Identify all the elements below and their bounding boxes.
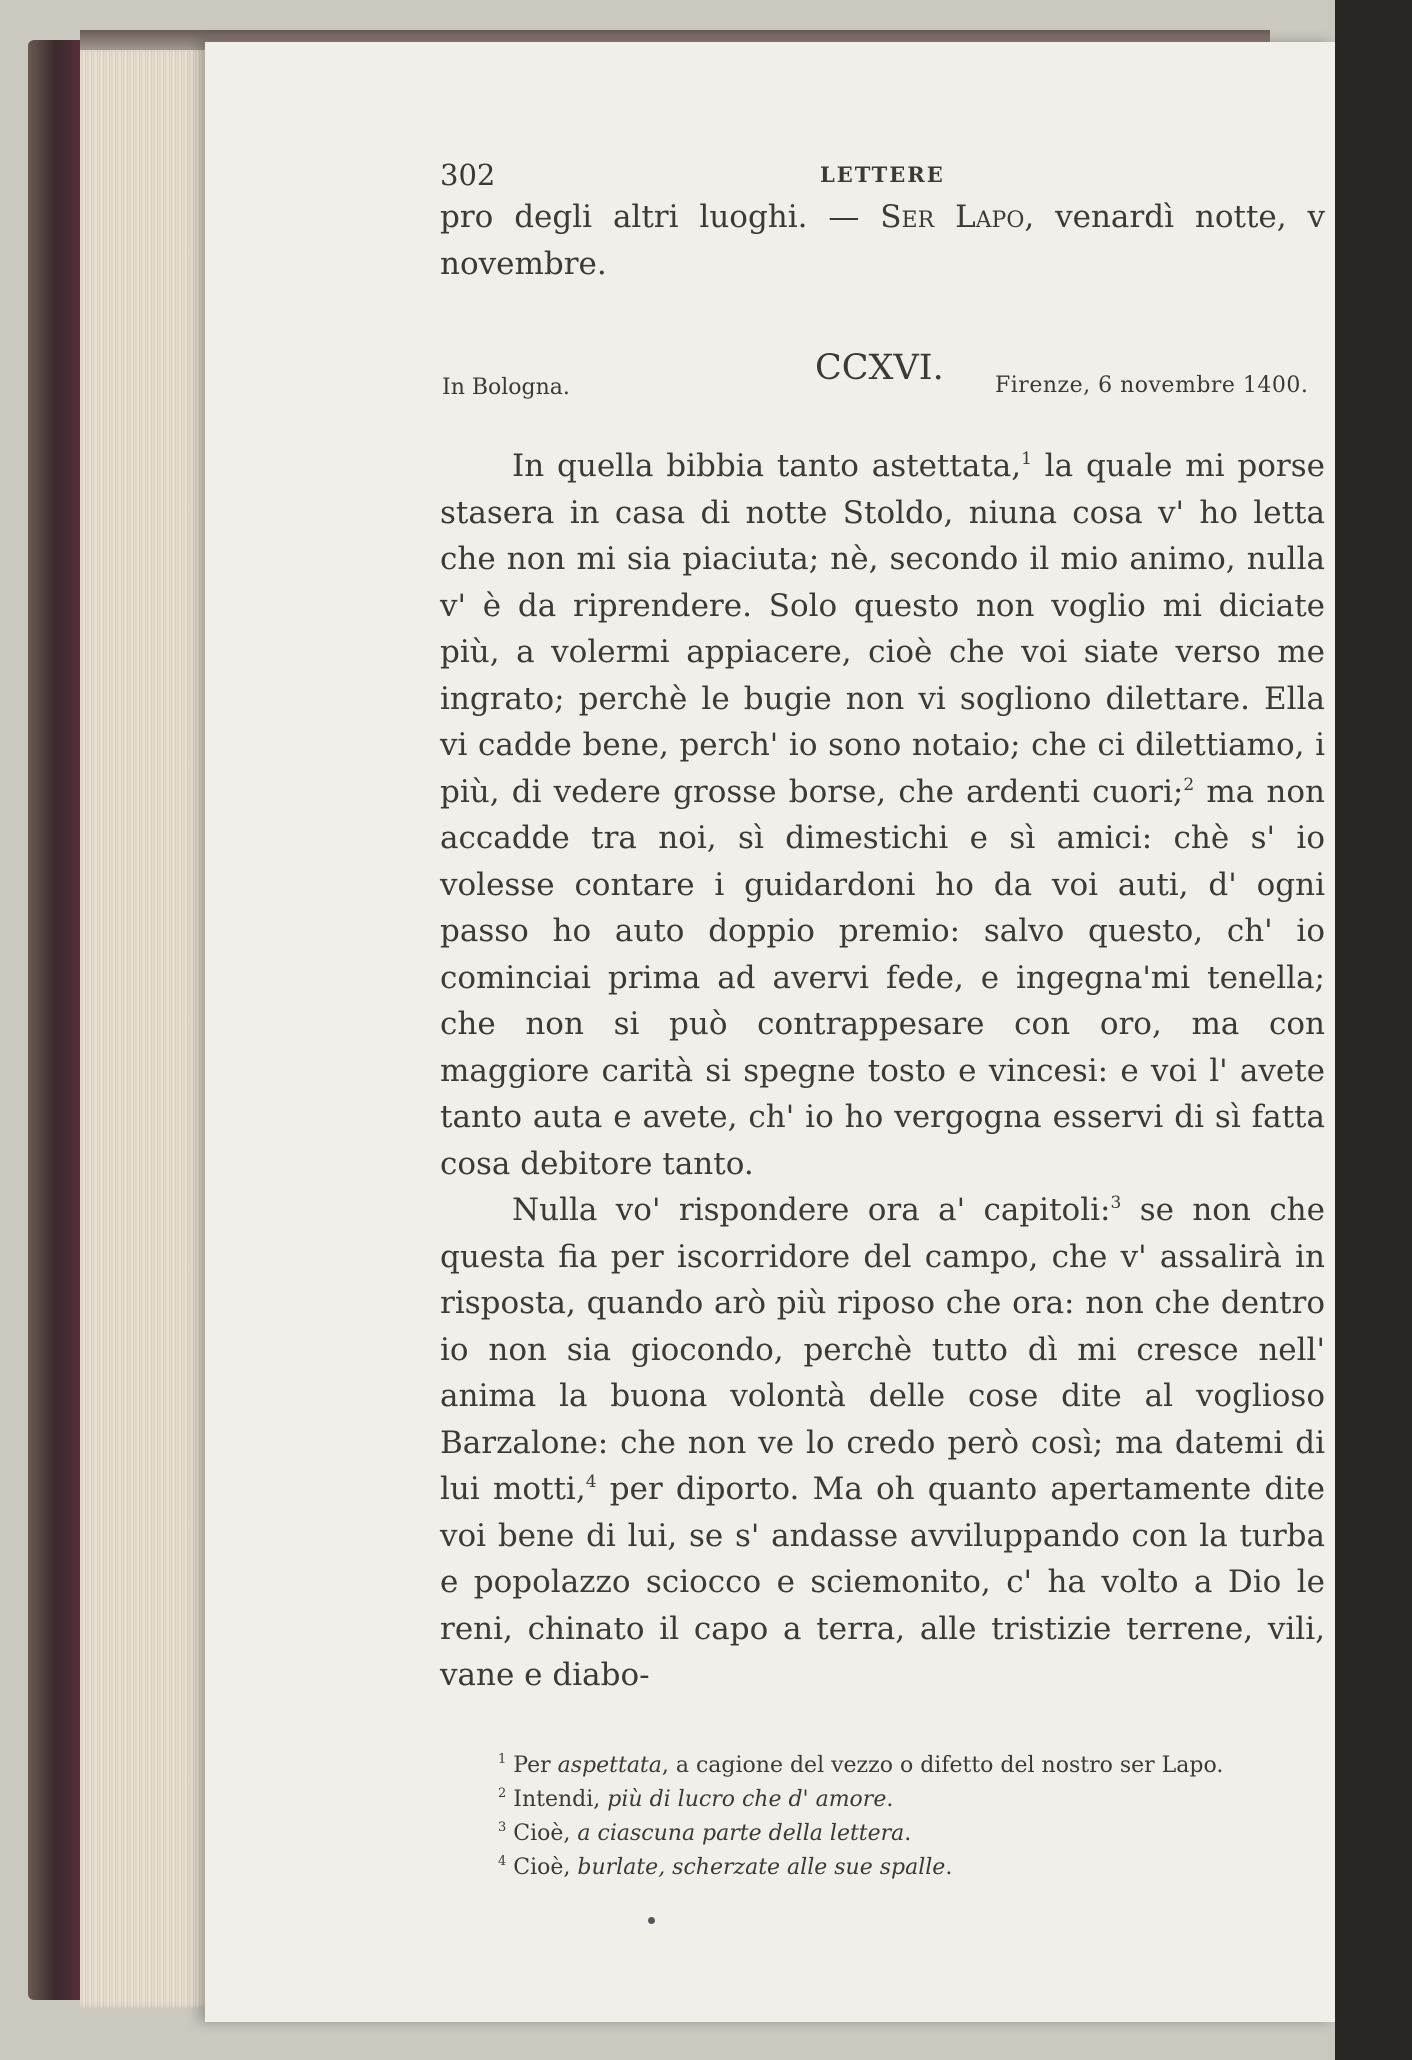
letter-date: Firenze, 6 novembre 1400. bbox=[995, 373, 1309, 398]
body-text bbox=[440, 194, 1325, 1699]
running-title: LETTERE bbox=[820, 162, 945, 187]
paragraph-2 bbox=[440, 1187, 1325, 1699]
footnote-text: . bbox=[904, 1820, 912, 1846]
background-strip bbox=[1335, 0, 1412, 2060]
footnotes bbox=[440, 1749, 1325, 1885]
footnote-text: Cioè, bbox=[513, 1820, 578, 1846]
page-content bbox=[440, 150, 1325, 1885]
previous-letter-ending bbox=[440, 194, 1325, 287]
footnote-number: 3 bbox=[498, 1819, 507, 1835]
paragraph-text: se non che questa fia per iscorridore del campo, che v' assalirà in risposta, quando arò più riposo che ora: non che dentro io non sia giocondo, perchè tutto dì mi cresce nell' anima la buona volontà delle cose dite al voglioso Barzalone: che non ve lo credo però così; ma datemi di lui motti, bbox=[440, 1192, 1325, 1507]
footnote-number: 2 bbox=[498, 1785, 507, 1801]
footnote-italic: burlate, scherzate alle sue spalle bbox=[577, 1854, 946, 1880]
footnote bbox=[498, 1851, 1325, 1885]
letter-heading bbox=[440, 345, 1325, 405]
paragraph-text: In quella bibbia tanto astettata, bbox=[512, 448, 1022, 484]
paragraph-text: la quale mi porse stasera in casa di notte Stoldo, niuna cosa v' ho letta che non mi sia piaciuta; nè, secondo il mio animo, nulla v' è da riprendere. Solo questo non voglio mi diciate più, a volermi appiacere, cioè che voi siate verso me ingrato; perchè le bugie non vi sogliono dilettare. Ella vi cadde bene, perch' io sono notaio; che ci dilettiamo, i più, di vedere grosse borse, che ardenti cuori; bbox=[440, 448, 1325, 810]
letter-number: CCXVI. bbox=[815, 348, 944, 388]
paragraph-text: ma non accadde tra noi, sì dimestichi e sì amici: chè s' io volesse contare i guidardoni ho da voi auti, d' ogni passo ho auto doppio premio: salvo questo, ch' io cominciai prima ad avervi fede, e ingegna'mi tenella; che non si può contrappesare con oro, ma con maggiore carità si spegne tosto e vincesi: e voi l' avete tanto auta e avete, ch' io ho vergogna esservi di sì fatta cosa debitore tanto. bbox=[440, 773, 1326, 1182]
running-head bbox=[440, 150, 1325, 194]
footnote-italic: aspettata bbox=[557, 1752, 662, 1778]
page-edges bbox=[80, 48, 210, 2008]
footnote-text: . bbox=[945, 1854, 953, 1880]
closing-text: pro degli altri luoghi. — bbox=[440, 199, 881, 235]
footnote-number: 4 bbox=[498, 1853, 507, 1869]
page-number: 302 bbox=[440, 158, 496, 192]
footnote-ref-3: 3 bbox=[1110, 1193, 1122, 1213]
footnote-ref-4: 4 bbox=[585, 1472, 597, 1492]
letter-destination: In Bologna. bbox=[442, 375, 570, 400]
closing-date: , venardì notte, v novembre. bbox=[440, 199, 1326, 282]
footnote-number: 1 bbox=[498, 1751, 507, 1767]
signature-ser: Ser bbox=[880, 199, 935, 235]
footnote-ref-2: 2 bbox=[1183, 774, 1195, 795]
footnote-text: Intendi, bbox=[513, 1786, 608, 1812]
footnote-text: Cioè, bbox=[513, 1854, 578, 1880]
paragraph-1 bbox=[440, 443, 1325, 1187]
footnote-ref-1: 1 bbox=[1021, 449, 1032, 469]
footnote-text: Per bbox=[513, 1752, 558, 1778]
paragraph-text: Nulla vo' rispondere ora a' capitoli: bbox=[512, 1192, 1111, 1228]
paragraph-text: per diporto. Ma oh quanto apertamente dite voi bene di lui, se s' andasse avviluppando con la turba e popolazzo sciocco e sciemonito, c' ha volto a Dio le reni, chinato il capo a terra, alle tristizie terrene, vili, vane e diabo- bbox=[440, 1471, 1325, 1693]
footnote-italic: a ciascuna parte della lettera bbox=[577, 1820, 905, 1846]
footnote-text: , a cagione del vezzo o difetto del nostro ser Lapo. bbox=[661, 1752, 1224, 1778]
footnote bbox=[498, 1783, 1325, 1817]
footnote-text: . bbox=[886, 1786, 894, 1812]
signature-mark bbox=[648, 1917, 655, 1924]
footnote bbox=[498, 1749, 1325, 1783]
footnote bbox=[498, 1817, 1325, 1851]
signature-lapo: Lapo bbox=[955, 199, 1025, 235]
footnote-italic: più di lucro che d' amore bbox=[607, 1786, 887, 1812]
